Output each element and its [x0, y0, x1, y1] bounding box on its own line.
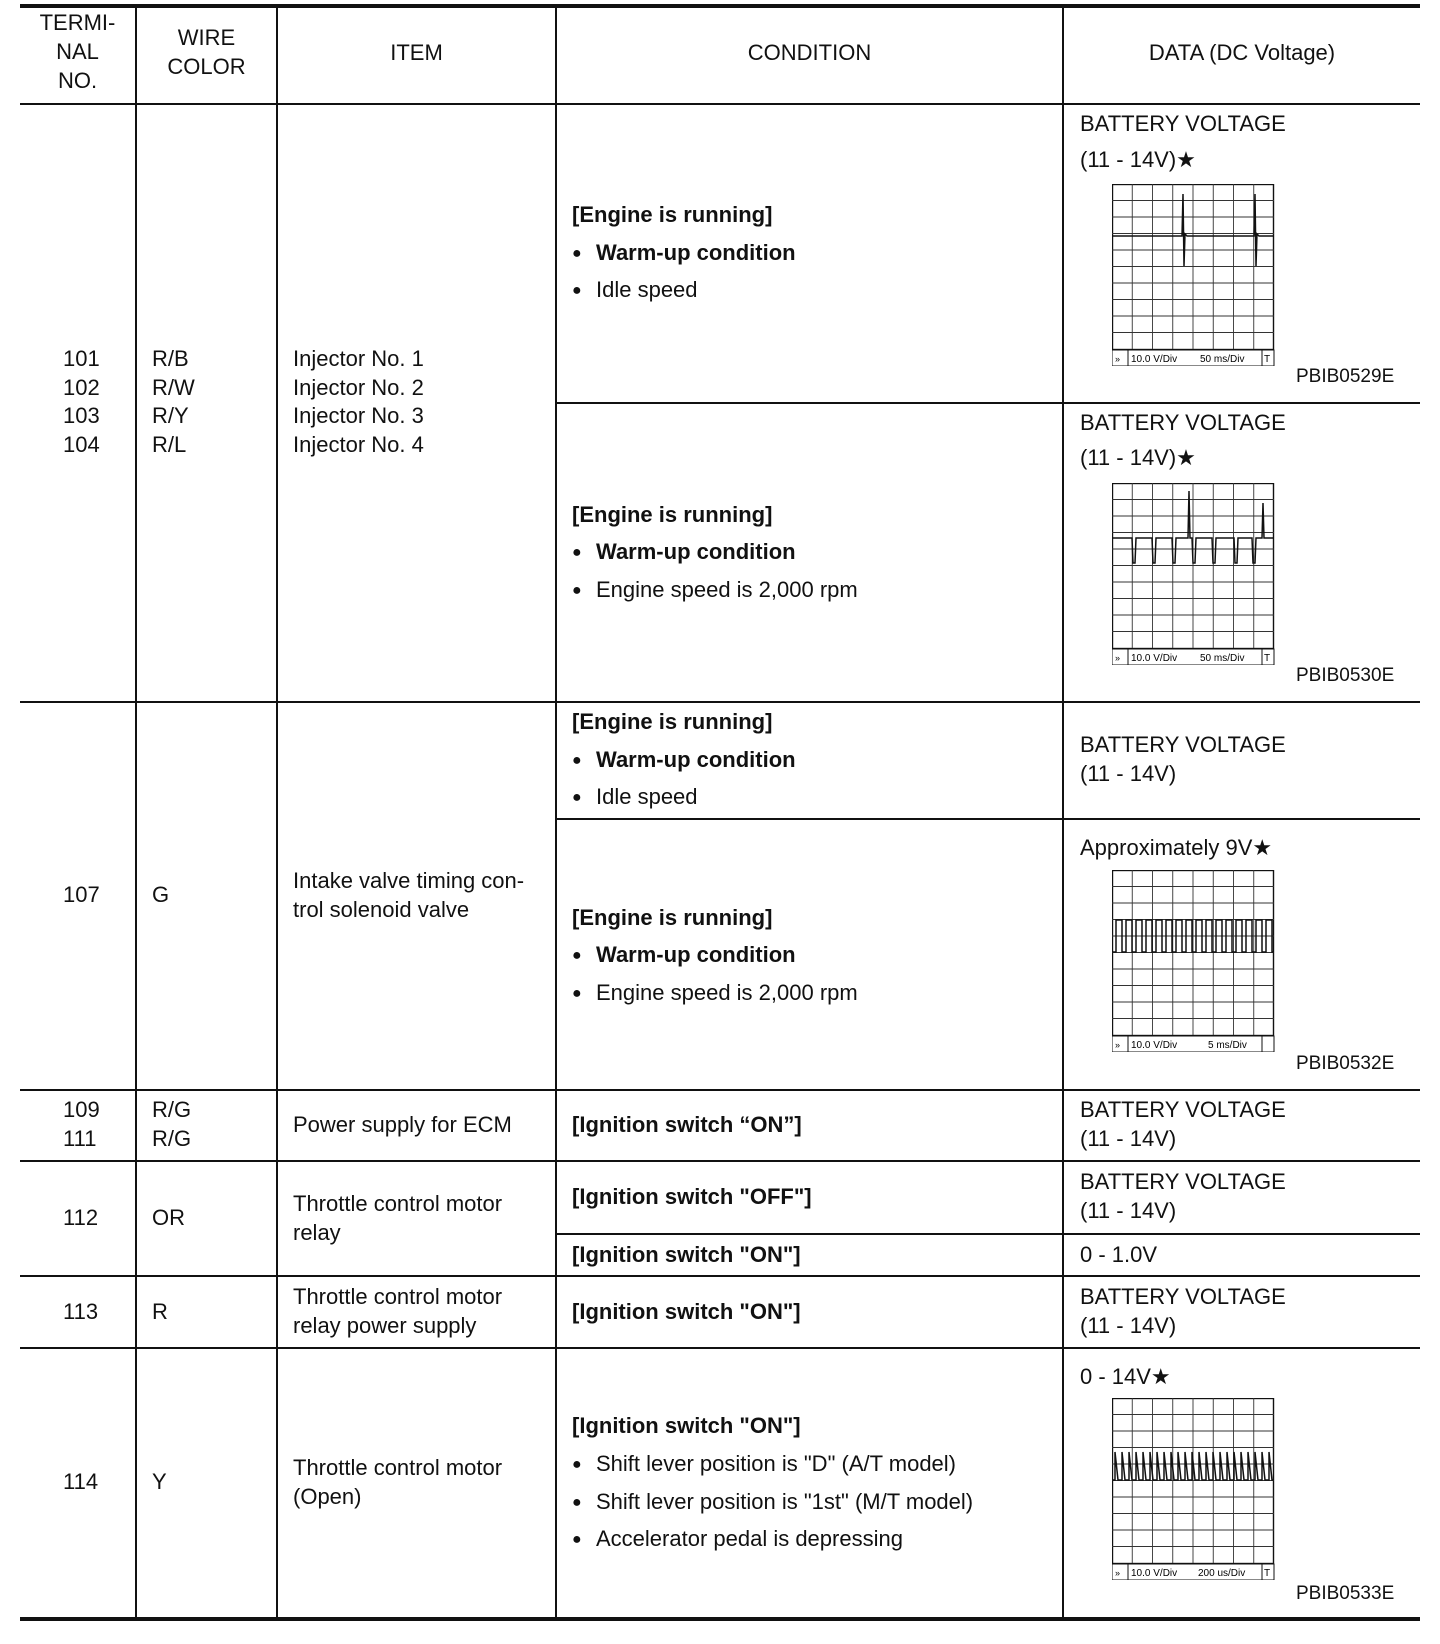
data-value: BATTERY VOLTAGE [1080, 111, 1286, 136]
row-divider [20, 1160, 1420, 1162]
condition-heading: [Ignition switch "ON"] [572, 1242, 801, 1267]
row-divider [20, 1275, 1420, 1277]
row-divider [20, 1089, 1420, 1091]
oscilloscope-figure [1112, 483, 1277, 665]
figure-code: PBIB0533E [1296, 1583, 1395, 1604]
terminal-number: 114 [63, 1469, 99, 1494]
item-name: Throttle control motor relay power supply [293, 1284, 503, 1338]
figure-code: PBIB0529E [1296, 366, 1395, 387]
scope-volts-label: 10.0 V/Div [1131, 354, 1178, 365]
condition-bullet: ● Accelerator pedal is depressing [572, 1524, 903, 1554]
column-divider [276, 6, 278, 1619]
scope-grid [1112, 184, 1274, 350]
figure-code: PBIB0532E [1296, 1053, 1395, 1074]
data-value: 0 - 14V★ [1080, 1364, 1171, 1389]
scope-volts-label: 10.0 V/Div [1131, 1568, 1178, 1579]
scope-footer [1112, 350, 1274, 366]
condition-bullet: ● Engine speed is 2,000 rpm [572, 575, 858, 605]
data-range: (11 - 14V)★ [1080, 445, 1196, 470]
condition-bullet: ● Warm-up condition [572, 940, 796, 970]
scope-volts-label: 10.0 V/Div [1131, 653, 1178, 664]
svg-text:»: » [1115, 1040, 1121, 1050]
column-divider [135, 6, 137, 1619]
header-data: DATA (DC Voltage) [1148, 40, 1336, 65]
wire-color: R/W [152, 375, 195, 400]
item-name: Injector No. 3 [293, 403, 424, 428]
scope-footer [1112, 649, 1274, 665]
scope-time-label: 5 ms/Div [1208, 1040, 1247, 1051]
header-item: ITEM [390, 40, 443, 65]
condition-bullet: ● Shift lever position is "1st" (M/T model) [572, 1487, 973, 1517]
row-divider [555, 1233, 1420, 1235]
table-bottom-rule [20, 1617, 1420, 1621]
header-wire-color: WIRE COLOR [167, 25, 246, 79]
data-value: 0 - 1.0V [1080, 1242, 1158, 1267]
scope-trigger-marker: T [1264, 653, 1271, 664]
header-terminal-no: TERMI- NAL NO. [39, 10, 116, 93]
condition-heading: [Engine is running] [572, 502, 773, 527]
condition-heading: [Ignition switch "ON"] [572, 1299, 801, 1324]
data-range: (11 - 14V) [1080, 761, 1177, 786]
wire-color: R/G [152, 1097, 192, 1122]
row-divider [555, 402, 1420, 404]
condition-heading: [Engine is running] [572, 709, 773, 734]
wire-color: R [152, 1299, 168, 1324]
wire-color: OR [152, 1205, 185, 1230]
data-range: (11 - 14V) [1080, 1313, 1177, 1338]
condition-heading: [Ignition switch "ON"] [572, 1413, 801, 1438]
condition-heading: [Ignition switch "OFF"] [572, 1184, 812, 1209]
data-value: BATTERY VOLTAGE [1080, 410, 1286, 435]
condition-bullet: ● Idle speed [572, 782, 698, 812]
item-name: Power supply for ECM [293, 1112, 512, 1137]
condition-heading: [Engine is running] [572, 202, 773, 227]
oscilloscope-figure [1112, 184, 1277, 366]
terminal-number: 109 [63, 1097, 100, 1122]
scope-volts-label: 10.0 V/Div [1131, 1040, 1178, 1051]
figure-code: PBIB0530E [1296, 665, 1395, 686]
data-value: BATTERY VOLTAGE [1080, 1169, 1286, 1194]
terminal-number: 111 [63, 1126, 97, 1151]
svg-text:»: » [1115, 1568, 1121, 1578]
condition-bullet: ● Engine speed is 2,000 rpm [572, 978, 858, 1008]
data-value: BATTERY VOLTAGE [1080, 1097, 1286, 1122]
column-divider [1062, 6, 1064, 1619]
wire-color: R/G [152, 1126, 192, 1151]
condition-bullet: ● Warm-up condition [572, 238, 796, 268]
terminal-number: 101 [63, 346, 100, 371]
data-value: Approximately 9V★ [1080, 835, 1273, 860]
header-condition: CONDITION [747, 40, 872, 65]
data-range: (11 - 14V) [1080, 1126, 1177, 1151]
scope-trigger-marker: T [1264, 354, 1271, 365]
scope-time-label: 50 ms/Div [1200, 653, 1245, 664]
condition-bullet: ● Warm-up condition [572, 745, 796, 775]
row-divider [20, 1347, 1420, 1349]
data-range: (11 - 14V)★ [1080, 147, 1196, 172]
svg-text:»: » [1115, 354, 1121, 364]
condition-heading: [Ignition switch “ON”] [572, 1112, 802, 1137]
data-value: BATTERY VOLTAGE [1080, 1284, 1286, 1309]
data-value: BATTERY VOLTAGE [1080, 732, 1286, 757]
item-name: Injector No. 2 [293, 375, 424, 400]
terminal-number: 103 [63, 403, 100, 428]
scope-trigger-marker: T [1264, 1568, 1271, 1579]
scope-footer [1112, 1564, 1274, 1580]
condition-bullet: ● Idle speed [572, 275, 698, 305]
wire-color: R/L [152, 432, 187, 457]
wire-color: R/Y [152, 403, 189, 428]
terminal-number: 113 [63, 1299, 99, 1324]
condition-bullet: ● Warm-up condition [572, 537, 796, 567]
wire-color: Y [152, 1469, 167, 1494]
condition-heading: [Engine is running] [572, 905, 773, 930]
scope-time-label: 200 us/Div [1198, 1568, 1246, 1579]
terminal-number: 107 [63, 882, 100, 907]
scope-footer [1112, 1036, 1274, 1052]
terminal-number: 102 [63, 375, 100, 400]
data-range: (11 - 14V) [1080, 1198, 1177, 1223]
row-divider [20, 701, 1420, 703]
item-name: Injector No. 4 [293, 432, 424, 457]
table-top-rule [20, 4, 1420, 8]
condition-bullet: ● Shift lever position is "D" (A/T model) [572, 1449, 956, 1479]
oscilloscope-figure [1112, 1398, 1277, 1580]
wire-color: R/B [152, 346, 189, 371]
item-name: Throttle control motor (Open) [293, 1455, 503, 1509]
header-bottom-rule [20, 103, 1420, 105]
terminal-number: 112 [63, 1205, 99, 1230]
column-divider [555, 6, 557, 1619]
scope-time-label: 50 ms/Div [1200, 354, 1245, 365]
scope-grid [1112, 483, 1274, 649]
svg-text:»: » [1115, 653, 1121, 663]
row-divider [555, 818, 1420, 820]
item-name: Intake valve timing con- trol solenoid valve [293, 868, 525, 922]
wire-color: G [152, 882, 170, 907]
terminal-number: 104 [63, 432, 100, 457]
oscilloscope-figure [1112, 870, 1277, 1052]
item-name: Injector No. 1 [293, 346, 424, 371]
item-name: Throttle control motor relay [293, 1191, 503, 1245]
